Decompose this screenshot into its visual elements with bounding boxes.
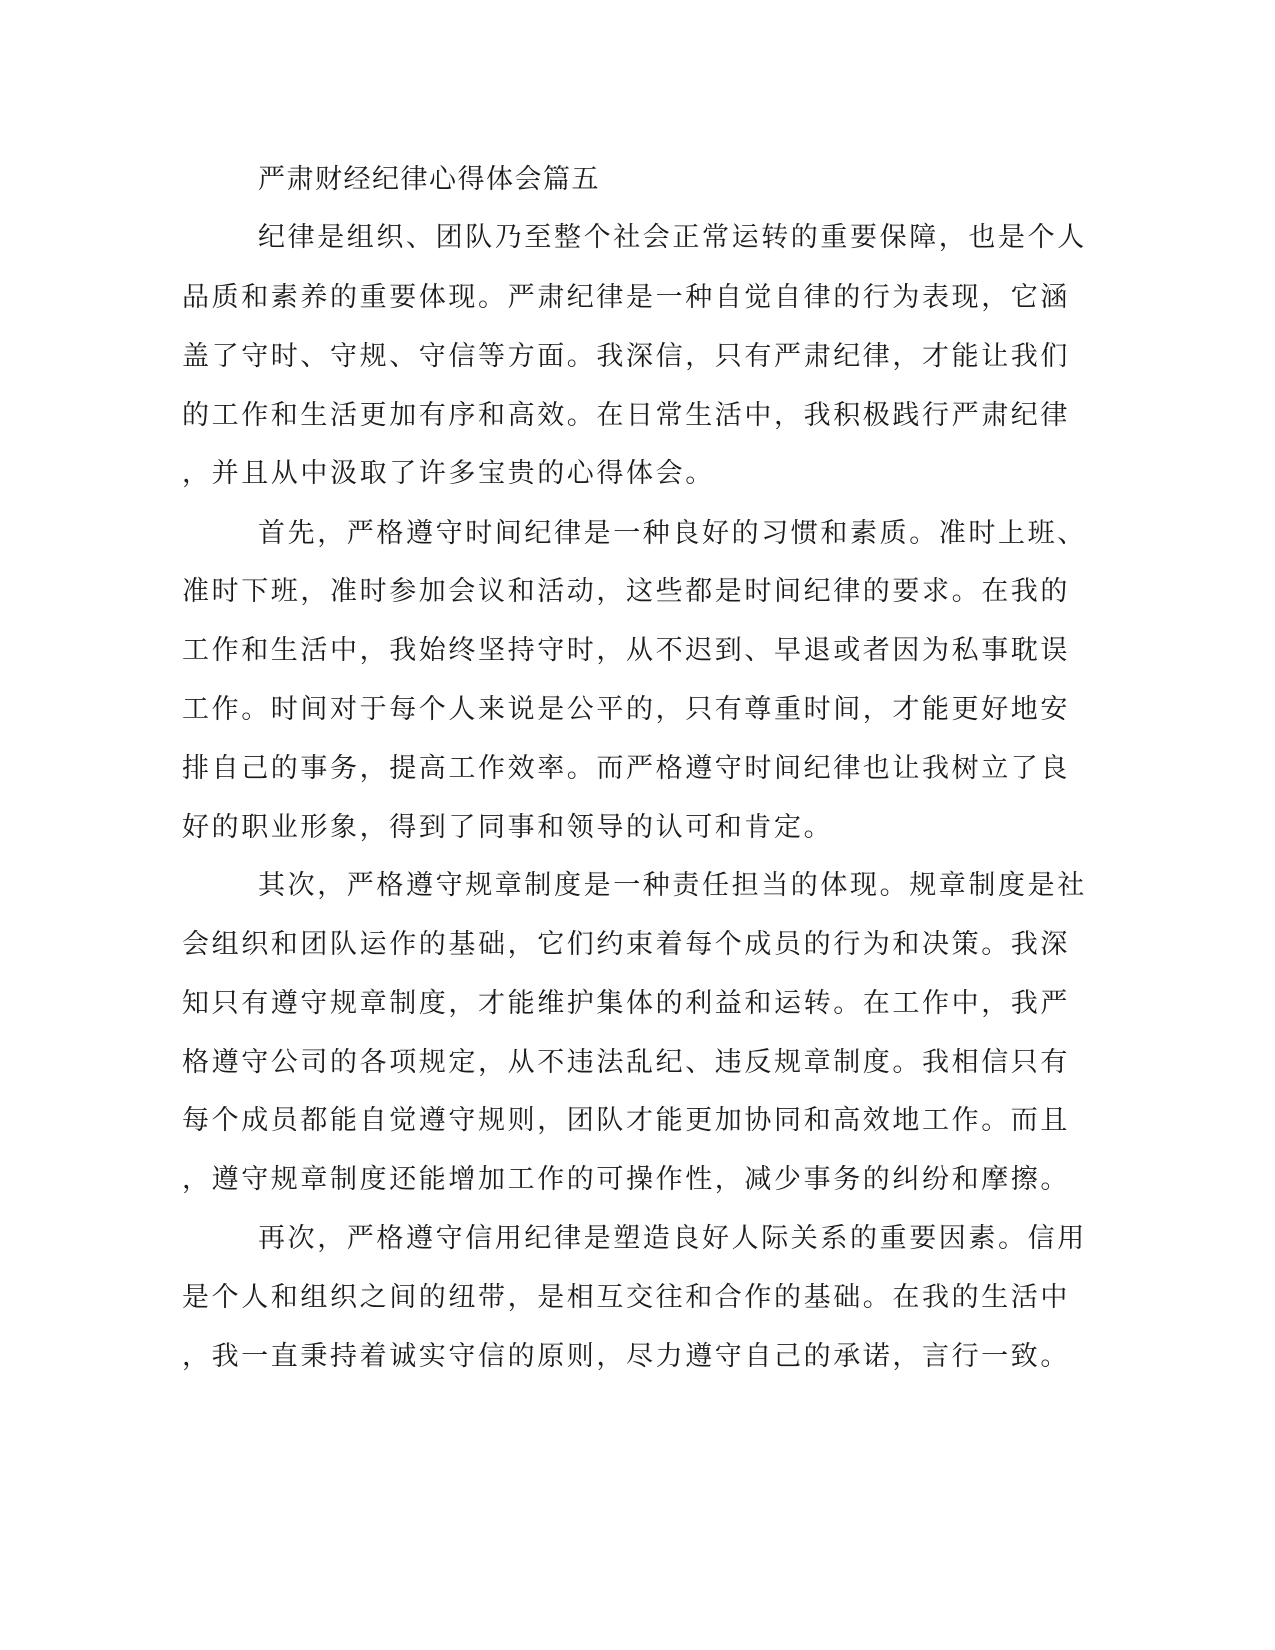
paragraph-4-line-1: 再次，严格遵守信用纪律是塑造良好人际关系的重要因素。信用 [258,1223,1087,1254]
paragraph-2-line-4: 工作。时间对于每个人来说是公平的，只有尊重时间，才能更好地安 [182,694,1070,725]
paragraph-3-line-3: 知只有遵守规章制度，才能维护集体的利益和运转。在工作中，我严 [182,988,1070,1019]
paragraph-4-line-2: 是个人和组织之间的纽带，是相互交往和合作的基础。在我的生活中 [182,1282,1070,1313]
paragraph-3-line-1: 其次，严格遵守规章制度是一种责任担当的体现。规章制度是社 [258,870,1087,901]
paragraph-1-line-5: ，并且从中汲取了许多宝贵的心得体会。 [182,458,715,489]
paragraph-1-line-1: 纪律是组织、团队乃至整个社会正常运转的重要保障，也是个人 [258,222,1087,253]
paragraph-1-line-4: 的工作和生活更加有序和高效。在日常生活中，我积极践行严肃纪律 [182,400,1070,431]
paragraph-2-line-5: 排自己的事务，提高工作效率。而严格遵守时间纪律也让我树立了良 [182,753,1070,784]
paragraph-3-line-5: 每个成员都能自觉遵守规则，团队才能更加协同和高效地工作。而且 [182,1105,1070,1136]
paragraph-4-line-3: ，我一直秉持着诚实守信的原则，尽力遵守自己的承诺，言行一致。 [182,1341,1070,1372]
paragraph-3-line-2: 会组织和团队运作的基础，它们约束着每个成员的行为和决策。我深 [182,929,1070,960]
paragraph-1-line-2: 品质和素养的重要体现。严肃纪律是一种自觉自律的行为表现，它涵 [182,282,1070,313]
paragraph-1-line-3: 盖了守时、守规、守信等方面。我深信，只有严肃纪律，才能让我们 [182,341,1070,372]
paragraph-3-line-6: ，遵守规章制度还能增加工作的可操作性，减少事务的纠纷和摩擦。 [182,1164,1070,1195]
paragraph-2-line-3: 工作和生活中，我始终坚持守时，从不迟到、早退或者因为私事耽误 [182,635,1070,666]
paragraph-2-line-2: 准时下班，准时参加会议和活动，这些都是时间纪律的要求。在我的 [182,576,1070,607]
paragraph-2-line-1: 首先，严格遵守时间纪律是一种良好的习惯和素质。准时上班、 [258,518,1087,549]
paragraph-3-line-4: 格遵守公司的各项规定，从不违法乱纪、违反规章制度。我相信只有 [182,1047,1070,1078]
paragraph-2-line-6: 好的职业形象，得到了同事和领导的认可和肯定。 [182,812,834,843]
document-title: 严肃财经纪律心得体会篇五 [258,164,600,195]
